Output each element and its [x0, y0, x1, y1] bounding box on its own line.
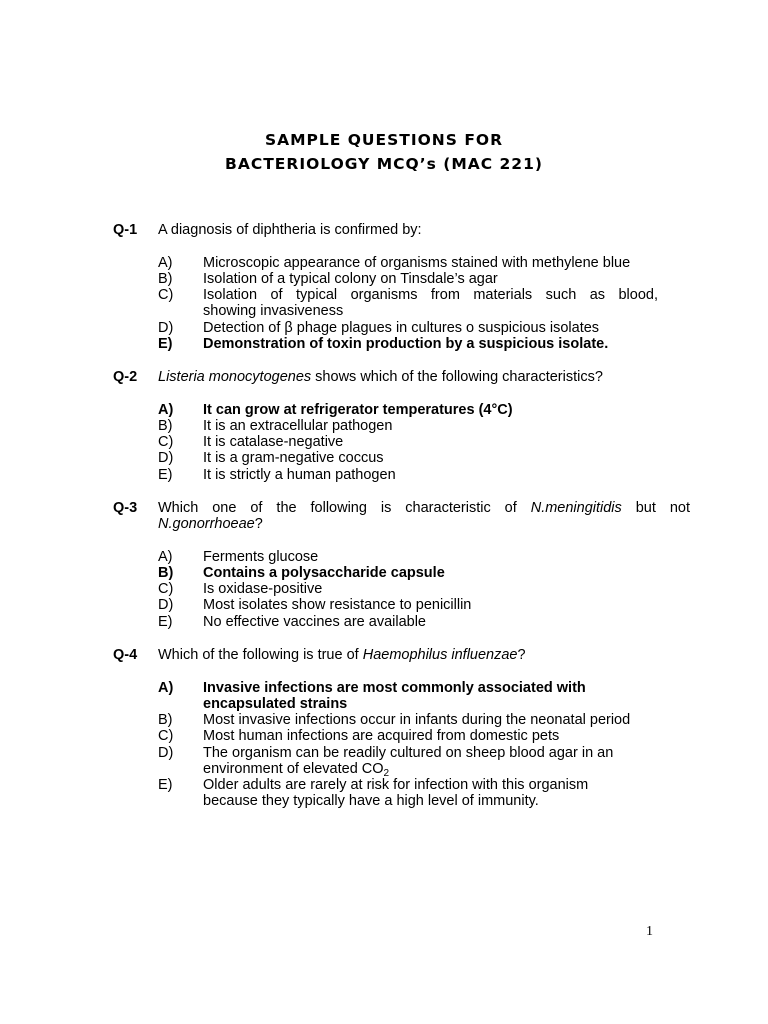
question-text-start: Which of the following is true of: [158, 647, 363, 663]
option-text: It is a gram-negative coccus: [203, 450, 384, 466]
question-text-end: ?: [254, 516, 263, 532]
option-letter: B): [158, 271, 173, 287]
option-letter: A): [158, 402, 174, 418]
document-title-line-2: BACTERIOLOGY MCQ’s (MAC 221): [225, 155, 543, 173]
document-title-line-1: SAMPLE QUESTIONS FOR: [264, 131, 504, 149]
option-letter: A): [158, 680, 174, 696]
option-text-continued: showing invasiveness: [203, 303, 344, 319]
question-text-start: Which one of the following is characteristic of: [158, 500, 531, 516]
option-text: It is catalase-negative: [203, 434, 344, 450]
page-number: 1: [646, 924, 653, 939]
option-text: Isolation of typical organisms from materials such as blood,: [203, 287, 658, 303]
option-text-part: environment of elevated CO: [203, 761, 384, 777]
option-text: Isolation of a typical colony on Tinsdale’s agar: [203, 271, 498, 287]
organism-name: N.meningitidis: [530, 500, 622, 516]
organism-name: Haemophilus influenzae: [362, 647, 518, 663]
option-letter: C): [158, 581, 174, 597]
organism-name: N.gonorrhoeae: [158, 516, 255, 532]
option-letter: E): [158, 467, 173, 483]
option-letter: A): [158, 549, 173, 565]
question-number: Q-2: [113, 369, 138, 385]
question-number: Q-1: [113, 222, 138, 238]
question-text-continued: [158, 516, 690, 533]
option-letter: E): [158, 336, 173, 352]
organism-name: Listeria monocytogenes: [158, 369, 312, 385]
option-text-continued: encapsulated strains: [203, 696, 348, 712]
option-letter: E): [158, 777, 173, 793]
option-letter: C): [158, 728, 174, 744]
question-text-rest: shows which of the following characteristics?: [311, 369, 603, 385]
option-letter: B): [158, 712, 173, 728]
option-letter: C): [158, 434, 174, 450]
option-letter: E): [158, 614, 173, 630]
question-text: [158, 369, 690, 386]
option-letter: D): [158, 597, 174, 613]
question-number: Q-4: [113, 647, 138, 663]
option-text: Demonstration of toxin production by a suspicious isolate.: [203, 336, 609, 352]
option-letter: B): [158, 418, 173, 434]
option-text: Invasive infections are most commonly associated with: [203, 680, 586, 696]
option-letter: D): [158, 320, 174, 336]
option-letter: A): [158, 255, 173, 271]
option-text: Contains a polysaccharide capsule: [203, 565, 445, 581]
option-letter: C): [158, 287, 174, 303]
question-text-end: ?: [517, 647, 526, 663]
option-text: It is strictly a human pathogen: [203, 467, 396, 483]
option-text: Most isolates show resistance to penicillin: [203, 597, 472, 613]
subscript: 2: [383, 768, 390, 779]
question-text: A diagnosis of diphtheria is confirmed by:: [158, 222, 422, 238]
option-text: No effective vaccines are available: [203, 614, 426, 630]
option-text-continued: because they typically have a high level of immunity.: [203, 793, 539, 809]
question-text: [158, 500, 690, 517]
option-text: Microscopic appearance of organisms stained with methylene blue: [203, 255, 631, 271]
option-text: Detection of β phage plagues in cultures o suspicious isolates: [203, 320, 600, 336]
option-text: Ferments glucose: [203, 549, 319, 565]
question-number: Q-3: [113, 500, 138, 516]
option-text: Older adults are rarely at risk for infection with this organism: [203, 777, 589, 793]
option-letter: B): [158, 565, 174, 581]
option-text: It can grow at refrigerator temperatures (4°C): [203, 402, 513, 418]
option-letter: D): [158, 450, 174, 466]
option-letter: D): [158, 745, 174, 761]
question-text-middle: but not: [621, 500, 691, 516]
option-text: Most invasive infections occur in infants during the neonatal period: [203, 712, 631, 728]
option-text: It is an extracellular pathogen: [203, 418, 393, 434]
option-text: Most human infections are acquired from domestic pets: [203, 728, 560, 744]
option-text: Is oxidase-positive: [203, 581, 323, 597]
option-text: The organism can be readily cultured on sheep blood agar in an: [203, 745, 614, 761]
question-text: [158, 647, 690, 664]
